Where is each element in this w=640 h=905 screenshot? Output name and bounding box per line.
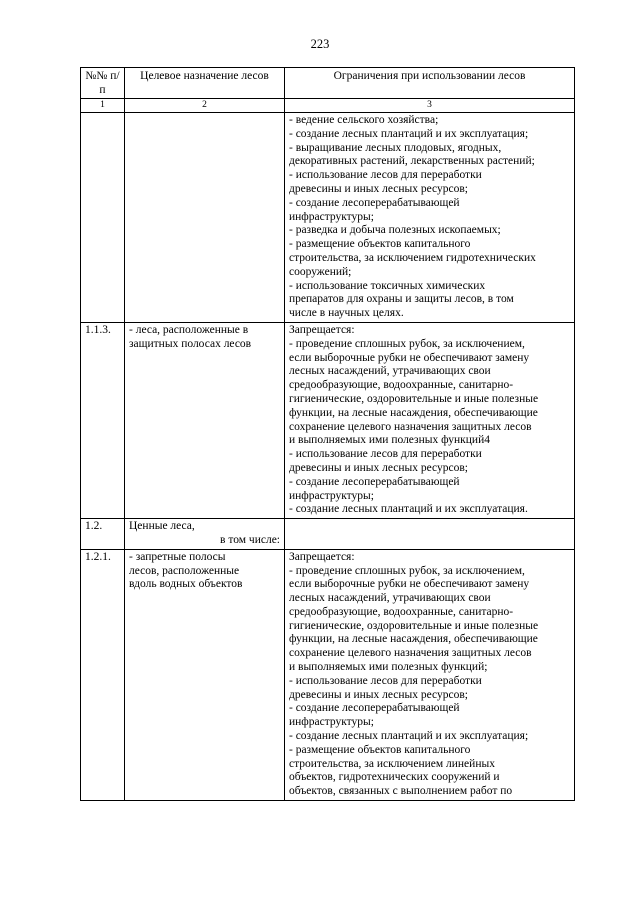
restriction-line: - создание лесных плантаций и их эксплуатация. — [289, 503, 528, 516]
restriction-line: - использование лесов для переработки — [289, 448, 482, 461]
restriction-line: - создание лесоперерабатывающей — [289, 702, 460, 715]
restriction-line: объектов, связанных с выполнением работ по — [289, 785, 513, 798]
restriction-line: древесины и иных лесных ресурсов; — [289, 182, 468, 195]
header-number: №№ п/п — [81, 68, 125, 99]
restriction-line: - использование лесов для переработки — [289, 674, 482, 687]
purpose-line: Ценные леса, — [129, 520, 195, 533]
purpose-line: - запретные полосы — [129, 550, 226, 563]
restriction-line: числе в научных целях. — [289, 307, 404, 320]
restriction-line: сохранение целевого назначения защитных лесов — [289, 647, 532, 660]
restriction-line: - использование токсичных химических — [289, 279, 486, 292]
restrictions-cell — [285, 113, 575, 323]
restriction-line: декоративных растений, лекарственных растений; — [289, 155, 535, 168]
header-purpose: Целевое назначение лесов — [125, 68, 285, 99]
restriction-line: препаратов для охраны и защиты лесов, в том — [289, 293, 514, 306]
purpose-cell — [125, 549, 285, 800]
restriction-line: объектов, гидротехнических сооружений и — [289, 771, 500, 784]
purpose-subline: в том числе: — [220, 533, 280, 546]
restriction-line: инфраструктуры; — [289, 210, 374, 223]
restriction-line: - выращивание лесных плодовых, ягодных, — [289, 141, 502, 154]
forest-restrictions-table — [80, 67, 575, 801]
restriction-line: Запрещается: — [289, 323, 355, 336]
column-number: 1 — [81, 99, 125, 113]
restriction-line: гигиенические, оздоровительные и иные полезные — [289, 392, 539, 405]
column-number-row — [81, 99, 575, 113]
purpose-cell — [125, 519, 285, 550]
row-number: 1.2.1. — [81, 549, 125, 800]
row-number: 1.2. — [81, 519, 125, 550]
table-row — [81, 549, 575, 800]
purpose-line: вдоль водных объектов — [129, 578, 243, 591]
purpose-line: защитных полосах лесов — [129, 337, 252, 350]
restriction-line: - создание лесоперерабатывающей — [289, 475, 460, 488]
restriction-line: строительства, за исключением гидротехнических — [289, 251, 536, 264]
restriction-line: функции, на лесные насаждения, обеспечивающие — [289, 406, 538, 419]
restriction-line: если выборочные рубки не обеспечивают замену — [289, 578, 530, 591]
restrictions-cell — [285, 322, 575, 518]
restriction-line: Запрещается: — [289, 550, 355, 563]
restriction-line: сохранение целевого назначения защитных лесов — [289, 420, 532, 433]
purpose-cell — [125, 113, 285, 323]
row-number — [81, 113, 125, 323]
table-row — [81, 519, 575, 550]
restriction-line: средообразующие, водоохранные, санитарно- — [289, 379, 514, 392]
purpose-line: лесов, расположенные — [129, 564, 240, 577]
restrictions-cell — [285, 519, 575, 550]
restriction-line: функции, на лесные насаждения, обеспечивающие — [289, 633, 538, 646]
restriction-line: и выполняемых ими полезных функций; — [289, 661, 488, 674]
page-number: 223 — [310, 37, 330, 51]
restriction-line: - использование лесов для переработки — [289, 169, 482, 182]
header-restrictions: Ограничения при использовании лесов — [285, 68, 575, 99]
restriction-line: - проведение сплошных рубок, за исключением, — [289, 564, 525, 577]
restriction-line: - ведение сельского хозяйства; — [289, 114, 439, 126]
restriction-line: древесины и иных лесных ресурсов; — [289, 688, 468, 701]
restriction-line: - разведка и добыча полезных ископаемых; — [289, 224, 501, 237]
restriction-line: - создание лесных плантаций и их эксплуатация; — [289, 127, 529, 140]
restriction-line: инфраструктуры; — [289, 489, 374, 502]
restriction-line: древесины и иных лесных ресурсов; — [289, 461, 468, 474]
restriction-line: строительства, за исключением линейных — [289, 757, 495, 770]
table-row — [81, 113, 575, 323]
column-number: 3 — [285, 99, 575, 113]
restriction-line: - создание лесоперерабатывающей — [289, 196, 460, 209]
restriction-line: лесных насаждений, утрачивающих свои — [289, 365, 491, 378]
row-number: 1.1.3. — [81, 322, 125, 518]
table-row — [81, 322, 575, 518]
table-header-row — [81, 68, 575, 99]
restriction-line: лесных насаждений, утрачивающих свои — [289, 592, 491, 605]
purpose-cell — [125, 322, 285, 518]
restriction-line: средообразующие, водоохранные, санитарно- — [289, 605, 514, 618]
restriction-line: инфраструктуры; — [289, 716, 374, 729]
column-number: 2 — [125, 99, 285, 113]
restriction-line: сооружений; — [289, 265, 352, 278]
purpose-line: - леса, расположенные в — [129, 323, 249, 336]
restriction-line: гигиенические, оздоровительные и иные полезные — [289, 619, 539, 632]
restriction-line: если выборочные рубки не обеспечивают замену — [289, 351, 530, 364]
restriction-line: и выполняемых ими полезных функций4 — [289, 434, 490, 447]
restriction-line: - проведение сплошных рубок, за исключением, — [289, 337, 525, 350]
restriction-line: - размещение объектов капитального — [289, 238, 471, 251]
restriction-line: - создание лесных плантаций и их эксплуатация; — [289, 730, 529, 743]
restrictions-cell — [285, 549, 575, 800]
restriction-line: - размещение объектов капитального — [289, 743, 471, 756]
